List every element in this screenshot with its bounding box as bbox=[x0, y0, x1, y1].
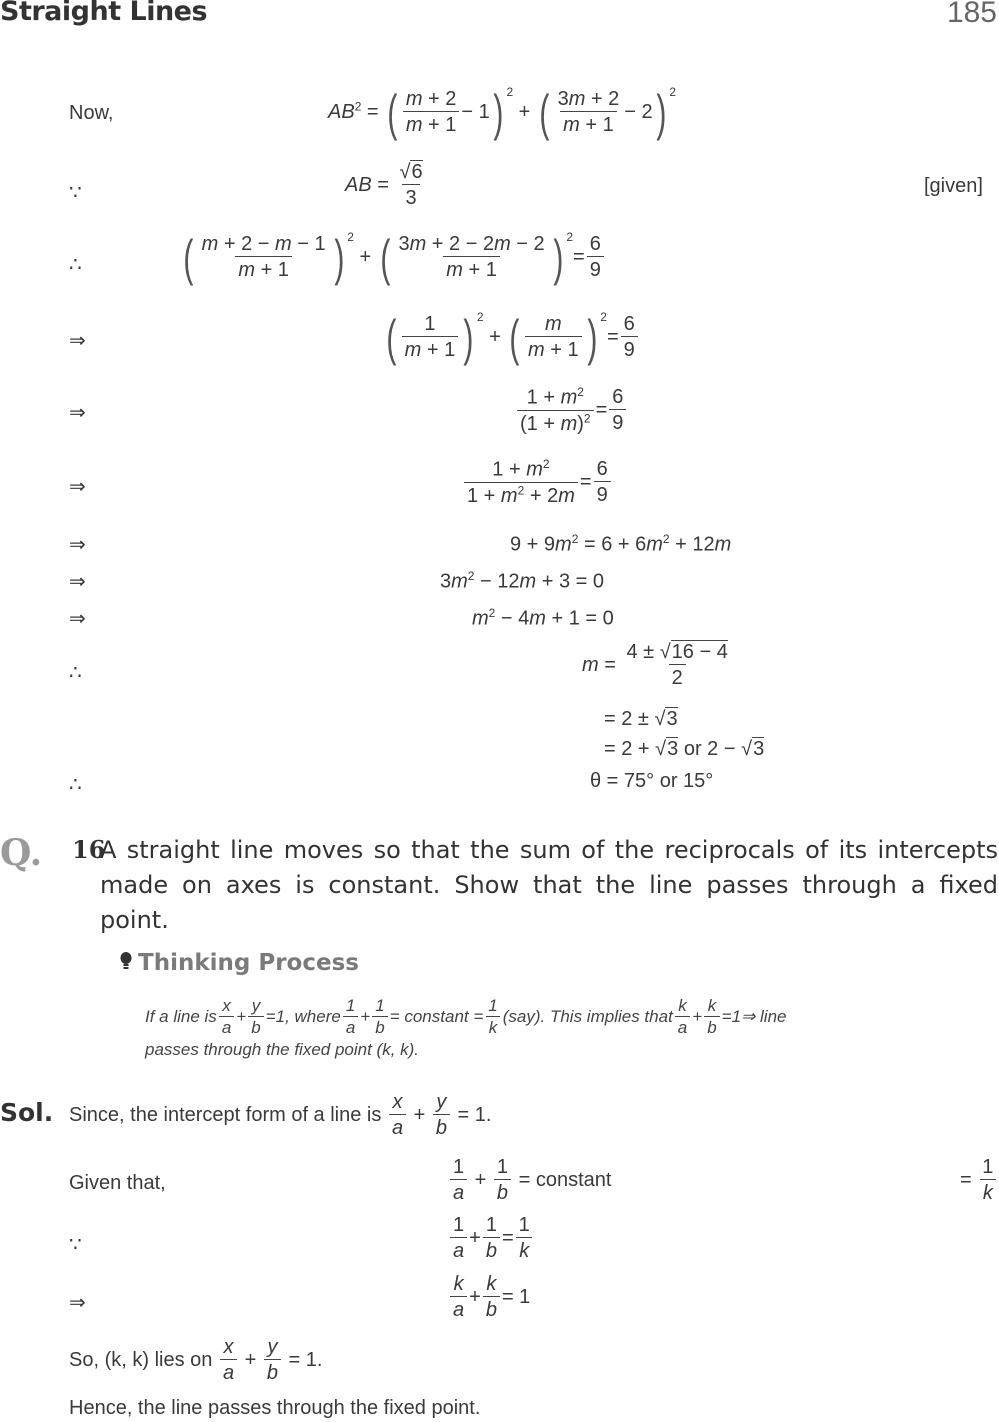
equation-one-over-k: = $\frac{1}{k}$ bbox=[960, 1155, 998, 1206]
chapter-title: Straight Lines bbox=[0, 0, 208, 27]
label-now: Now, bbox=[69, 102, 114, 124]
question-text: A straight line moves so that the sum of the reciprocals of its intercepts made on axes is constant. Show that the line passes through a fixed point. bbox=[100, 836, 998, 934]
implies-symbol: ⇒ bbox=[69, 476, 86, 498]
equation-theta: θ = 75° or 15° bbox=[590, 770, 714, 792]
therefore-symbol: ∴ bbox=[69, 774, 82, 796]
equation-reciprocal-k: $\frac{1}{a}$ + $\frac{1}{b}$ = $\frac{1}{k}$ bbox=[448, 1213, 535, 1264]
therefore-symbol: ∴ bbox=[69, 254, 82, 276]
solution-intro: Since, the intercept form of a line is $\frac{x}{a}$ + $\frac{y}{b}$ = 1. bbox=[69, 1091, 492, 1139]
equation-substitution: ( $\frac{m + 2 - m - 1}{m + 1}$ ) $^2$ + ( $\frac{3m + 2 - 2m - 2}{m + 1}$ ) $^2$= $\frac{6}{9}$ bbox=[180, 230, 606, 283]
solution-lies-on: So, (k, k) lies on $\frac{x}{a}$ + $\frac{y}{b}$ = 1. bbox=[69, 1336, 323, 1384]
question-number: 16 bbox=[72, 835, 106, 864]
because-symbol: ∵ bbox=[69, 182, 82, 204]
equation-reciprocal-constant: $\frac{1}{a}$ + $\frac{1}{b}$ = constant bbox=[448, 1155, 611, 1206]
equation-quadratic-formula: m = $\frac{4 \pm √16 - 4}{2}$ bbox=[582, 641, 728, 689]
equation-k-point: $\frac{k}{a}$ + $\frac{k}{b}$ = 1 bbox=[448, 1272, 530, 1323]
equation-result-pm: = 2 ± √3 bbox=[604, 708, 678, 730]
page-number: 185 bbox=[946, 0, 997, 29]
equation-expanded-denominator: $\frac{1 + m^2}{1 + m^2 + 2m}$ = $\frac{6}{9}$ bbox=[462, 457, 613, 509]
thinking-process-text: If a line is $\frac{x}{a}$ + $\frac{y}{b}$ =1, where $\frac{1}{a}$ + $\frac{1}{b}$ = constant = $\frac{1}{k}$ (say). This implies that $\frac{k}{a}$ + $\frac{k}{b}$ =1⇒ line passes through the fixed point (k, k). bbox=[145, 996, 787, 1060]
solution-conclusion: Hence, the line passes through the fixed point. bbox=[69, 1397, 481, 1419]
implies-symbol: ⇒ bbox=[69, 608, 86, 630]
thinking-process-heading: Thinking Process bbox=[120, 950, 359, 976]
equation-quadratic-reduced: $m^2 - 4m + 1 = 0$ bbox=[472, 606, 614, 630]
equation-simplified-squares: ( $\frac{1}{m + 1}$ ) $^2$ + ( $\frac{m}{m + 1}$ ) $^2$= $\frac{6}{9}$ bbox=[383, 310, 640, 363]
equation-combined-fraction: $\frac{1 + m^2}{(1 + m)^2}$ = $\frac{6}{9}$ bbox=[515, 385, 628, 437]
solution-label: Sol. bbox=[0, 1098, 54, 1127]
implies-symbol: ⇒ bbox=[69, 1292, 86, 1314]
question-mark-label: Q. bbox=[0, 832, 43, 874]
equation-result-values: = 2 + √3 or 2 − √3 bbox=[604, 738, 765, 760]
implies-symbol: ⇒ bbox=[69, 534, 86, 556]
implies-symbol: ⇒ bbox=[69, 330, 86, 352]
given-note: [given] bbox=[924, 175, 983, 197]
lightbulb-icon bbox=[120, 952, 132, 970]
equation-ab-given: AB = $\frac{√6}{3}$ bbox=[345, 161, 423, 209]
implies-symbol: ⇒ bbox=[69, 571, 86, 593]
equation-quadratic: $3m^2 - 12m + 3 = 0$ bbox=[440, 569, 605, 593]
therefore-symbol: ∴ bbox=[69, 662, 82, 684]
equation-cross-multiplied: $9 + 9m^2 = 6 + 6m^2 + 12m$ bbox=[510, 532, 732, 556]
given-that-label: Given that, bbox=[69, 1172, 166, 1194]
equation-ab-squared: $AB^2$ = ( $\frac{m + 2}{m + 1}$ − 1 ) $^2$ + ( $\frac{3m + 2}{m + 1}$ − 2 ) $^2$ bbox=[328, 84, 676, 141]
because-symbol: ∵ bbox=[69, 1234, 82, 1256]
implies-symbol: ⇒ bbox=[69, 402, 86, 424]
